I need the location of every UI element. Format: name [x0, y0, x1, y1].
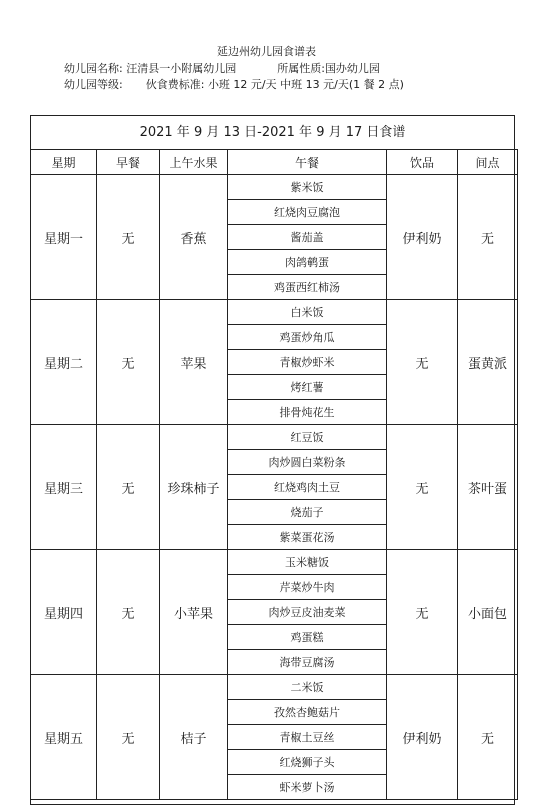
lunch-item: 红烧肉豆腐泡 — [228, 200, 387, 225]
lunch-item: 玉米糖饭 — [228, 550, 387, 575]
level-label: 幼儿园等级: — [64, 78, 123, 91]
breakfast-cell: 无 — [97, 175, 160, 300]
fruit-cell: 小苹果 — [160, 550, 228, 675]
nature-label: 所属性质: — [277, 62, 325, 75]
lunch-item: 海带豆腐汤 — [228, 650, 387, 675]
drink-cell: 无 — [387, 425, 458, 550]
snack-cell: 无 — [458, 675, 518, 800]
column-header-drink: 饮品 — [387, 150, 458, 175]
kindergarten-info-line — [64, 60, 380, 76]
day-cell: 星期三 — [31, 425, 97, 550]
drink-cell: 无 — [387, 550, 458, 675]
column-header-row — [31, 150, 518, 175]
snack-cell: 小面包 — [458, 550, 518, 675]
fee-value: 小班 12 元/天 中班 13 元/天(1 餐 2 点) — [207, 78, 404, 91]
lunch-item: 芹菜炒牛肉 — [228, 575, 387, 600]
lunch-item: 紫米饭 — [228, 175, 387, 200]
column-header-day: 星期 — [31, 150, 97, 175]
snack-cell: 无 — [458, 175, 518, 300]
breakfast-cell: 无 — [97, 550, 160, 675]
day-cell: 星期二 — [31, 300, 97, 425]
nature-value: 国办幼儿园 — [324, 62, 380, 75]
fruit-cell: 苹果 — [160, 300, 228, 425]
day-cell: 星期五 — [31, 675, 97, 800]
column-header-lunch: 午餐 — [228, 150, 387, 175]
snack-cell: 茶叶蛋 — [458, 425, 518, 550]
lunch-item: 鸡蛋炒角瓜 — [228, 325, 387, 350]
day-cell: 星期四 — [31, 550, 97, 675]
lunch-item: 肉鸽鹌蛋 — [228, 250, 387, 275]
breakfast-cell: 无 — [97, 300, 160, 425]
table-row — [31, 425, 518, 450]
drink-cell: 伊利奶 — [387, 175, 458, 300]
table-row — [31, 550, 518, 575]
table-row — [31, 175, 518, 200]
lunch-item: 二米饭 — [228, 675, 387, 700]
lunch-item: 青椒炒虾米 — [228, 350, 387, 375]
day-cell: 星期一 — [31, 175, 97, 300]
breakfast-cell: 无 — [97, 425, 160, 550]
lunch-item: 肉炒圆白菜粉条 — [228, 450, 387, 475]
fruit-cell: 桔子 — [160, 675, 228, 800]
table-row — [31, 300, 518, 325]
name-label: 幼儿园名称: — [64, 62, 123, 75]
lunch-item: 青椒土豆丝 — [228, 725, 387, 750]
lunch-item: 紫菜蛋花汤 — [228, 525, 387, 550]
menu-body — [31, 175, 518, 800]
lunch-item: 鸡蛋糕 — [228, 625, 387, 650]
menu-table-frame — [30, 115, 515, 805]
document-title: 延边州幼儿园食谱表 — [217, 45, 316, 58]
lunch-item: 酱茄盖 — [228, 225, 387, 250]
lunch-item: 排骨炖花生 — [228, 400, 387, 425]
lunch-item: 白米饭 — [228, 300, 387, 325]
column-header-snack: 间点 — [458, 150, 518, 175]
lunch-item: 烤红薯 — [228, 375, 387, 400]
lunch-item: 孜然杏鲍菇片 — [228, 700, 387, 725]
name-value: 汪清县一小附属幼儿园 — [126, 62, 237, 75]
lunch-item: 红烧狮子头 — [228, 750, 387, 775]
lunch-item: 烧茄子 — [228, 500, 387, 525]
column-header-fruit: 上午水果 — [160, 150, 228, 175]
lunch-item: 鸡蛋西红柿汤 — [228, 275, 387, 300]
fee-label: 伙食费标准: — [145, 78, 205, 91]
drink-cell: 无 — [387, 300, 458, 425]
drink-cell: 伊利奶 — [387, 675, 458, 800]
menu-header: 2021 年 9 月 13 日-2021 年 9 月 17 日食谱 — [31, 116, 514, 150]
lunch-item: 红烧鸡肉土豆 — [228, 475, 387, 500]
fruit-cell: 珍珠柿子 — [160, 425, 228, 550]
lunch-item: 红豆饭 — [228, 425, 387, 450]
fee-info-line — [64, 76, 404, 92]
menu-table — [30, 149, 518, 800]
lunch-item: 肉炒豆皮油麦菜 — [228, 600, 387, 625]
column-header-breakfast: 早餐 — [97, 150, 160, 175]
table-row — [31, 675, 518, 700]
fruit-cell: 香蕉 — [160, 175, 228, 300]
breakfast-cell: 无 — [97, 675, 160, 800]
lunch-item: 虾米萝卜汤 — [228, 775, 387, 800]
snack-cell: 蛋黄派 — [458, 300, 518, 425]
